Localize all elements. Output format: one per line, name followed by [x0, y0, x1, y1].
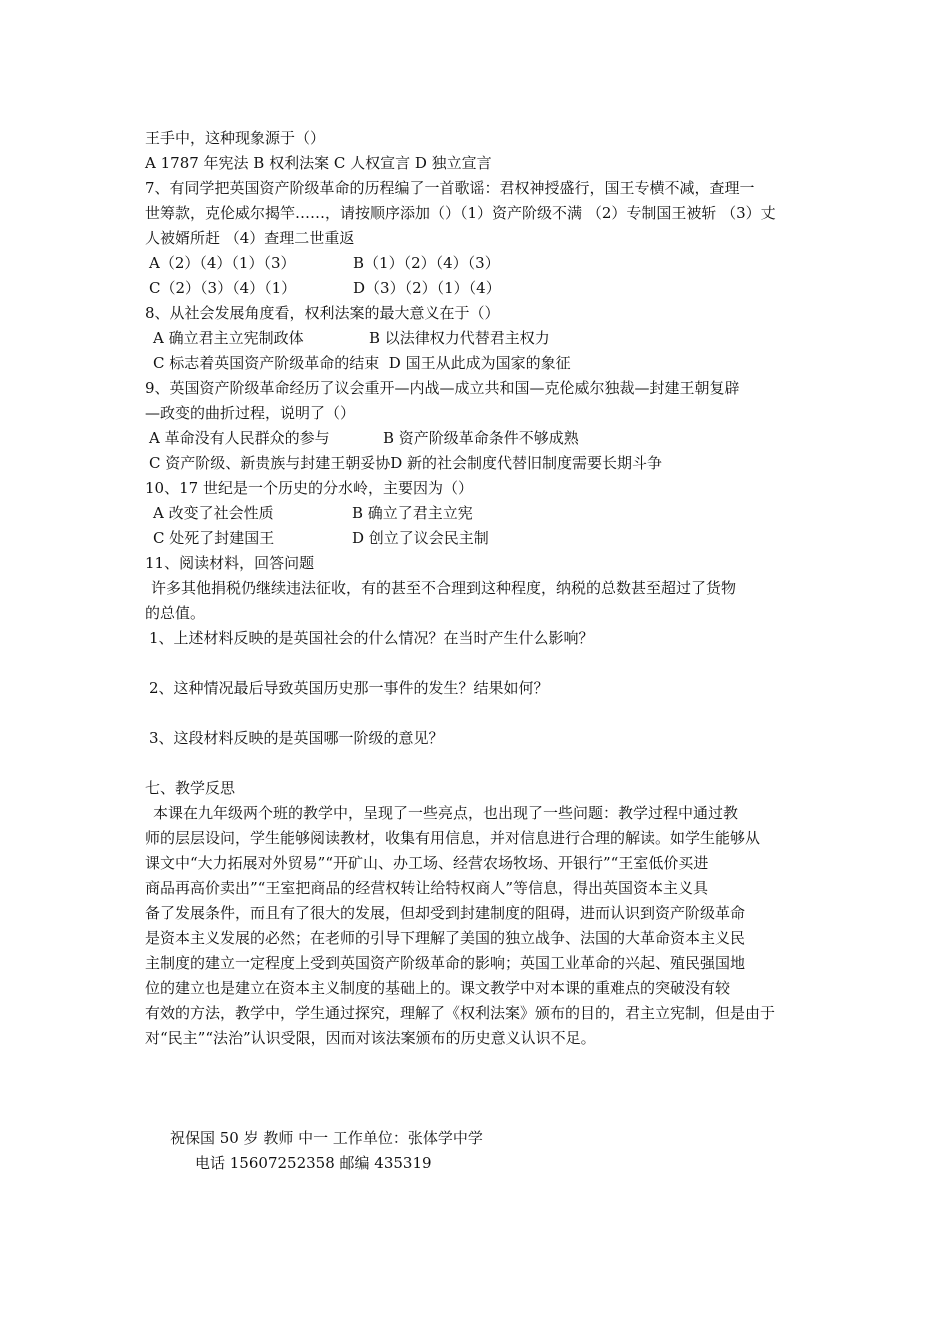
- q9-options-row1: [145, 426, 813, 451]
- document-body: [145, 126, 813, 1176]
- q11-stem: 11、阅读材料，回答问题: [145, 554, 315, 572]
- q7-option-c: C（2）（3）（4）（1）: [149, 279, 297, 297]
- q7-options-row1: [145, 251, 813, 276]
- q8-option-a: A 确立君主立宪制政体: [153, 329, 304, 347]
- q7-option-b: B（1）（2）（4）（3）: [353, 254, 500, 272]
- spacer: [145, 1076, 813, 1126]
- q9-stem-1: 9、英国资产阶级革命经历了议会重开—内战—成立共和国—克伦威尔独裁—封建王朝复辟: [145, 379, 740, 397]
- q8-stem: 8、从社会发展角度看，权利法案的最大意义在于（）: [145, 304, 500, 322]
- q6-options: A 1787 年宪法 B 权利法案 C 人权宣言 D 独立宣言: [145, 154, 492, 172]
- reflection-line: 师的层层设问，学生能够阅读教材，收集有用信息，并对信息进行合理的解读。如学生能够从: [145, 829, 761, 847]
- spacer: [145, 751, 813, 776]
- reflection-paragraph: [145, 801, 813, 1076]
- q11-sub1: 1、上述材料反映的是英国社会的什么情况？在当时产生什么影响？: [149, 629, 594, 647]
- reflection-line: 备了发展条件，而且有了很大的发展，但却受到封建制度的阻碍，进而认识到资产阶级革命: [145, 904, 746, 922]
- q8-options-row1: [145, 326, 813, 351]
- q9-option-b: B 资产阶级革命条件不够成熟: [383, 429, 579, 447]
- reflection-line: [145, 1051, 813, 1076]
- q9-options-row2: [145, 451, 813, 476]
- q9-stem-2: —政变的曲折过程，说明了（）: [145, 404, 356, 422]
- q8-options-row2: [145, 351, 813, 376]
- reflection-line: 对“民主”“法治”认识受限，因而对该法案颁布的历史意义认识不足。: [145, 1029, 596, 1047]
- q6-tail: 王手中，这种现象源于（）: [145, 129, 326, 147]
- q7-option-d: D（3）（2）（1）（4）: [353, 279, 501, 297]
- q11-material-1: 许多其他捐税仍继续违法征收，有的甚至不合理到这种程度，纳税的总数甚至超过了货物: [151, 579, 737, 597]
- section-heading: 七、教学反思: [145, 779, 236, 797]
- author-line: 祝保国 50 岁 教师 中一 工作单位：张体学中学: [170, 1129, 483, 1147]
- q7-option-a: A（2）（4）（1）（3）: [149, 254, 296, 272]
- reflection-line: 位的建立也是建立在资本主义制度的基础上的。课文教学中对本课的重难点的突破没有较: [145, 979, 731, 997]
- q10-option-b: B 确立了君主立宪: [352, 504, 473, 522]
- q7-stem-2: 世筹款，克伦威尔揭竿……，请按顺序添加（）（1）资产阶级不满 （2）专制国王被斩 （3）丈: [145, 204, 776, 222]
- q11-sub2: 2、这种情况最后导致英国历史那一事件的发生？结果如何？: [149, 679, 549, 697]
- reflection-line: 本课在九年级两个班的教学中，呈现了一些亮点，也出现了一些问题：教学过程中通过教: [153, 804, 739, 822]
- spacer: [145, 701, 813, 726]
- q10-option-a: A 改变了社会性质: [153, 504, 274, 522]
- reflection-line: 有效的方法，教学中，学生通过探究，理解了《权利法案》颁布的目的，君主立宪制，但是由于: [145, 1004, 776, 1022]
- q8-option-c: C 标志着英国资产阶级革命的结束: [153, 354, 380, 372]
- q9-option-a: A 革命没有人民群众的参与: [149, 429, 330, 447]
- q8-option-d: D 国王从此成为国家的象征: [388, 354, 571, 372]
- q9-option-c: C 资产阶级、新贵族与封建王朝妥协: [149, 454, 391, 472]
- q7-stem-3: 人被婿所赶 （4）查理二世重返: [145, 229, 355, 247]
- q10-options-row2: [145, 526, 813, 551]
- q8-option-b: B 以法律权力代替君主权力: [369, 329, 550, 347]
- reflection-line: 商品再高价卖出”“王室把商品的经营权转让给特权商人”等信息，得出英国资本主义具: [145, 879, 709, 897]
- q10-stem: 10、17 世纪是一个历史的分水岭，主要因为（）: [145, 479, 473, 497]
- reflection-line: 课文中“大力拓展对外贸易”“开矿山、办工场、经营农场牧场、开银行”“王室低价买进: [145, 854, 709, 872]
- q10-options-row1: [145, 501, 813, 526]
- reflection-line: 主制度的建立一定程度上受到英国资产阶级革命的影响；英国工业革命的兴起、殖民强国地: [145, 954, 746, 972]
- q11-sub3: 3、这段材料反映的是英国哪一阶级的意见？: [149, 729, 444, 747]
- q7-stem-1: 7、有同学把英国资产阶级革命的历程编了一首歌谣：君权神授盛行，国王专横不减，查理一: [145, 179, 755, 197]
- q10-option-c: C 处死了封建国王: [153, 529, 275, 547]
- q9-option-d: D 新的社会制度代替旧制度需要长期斗争: [390, 454, 663, 472]
- spacer: [145, 651, 813, 676]
- reflection-line: 是资本主义发展的必然；在老师的引导下理解了美国的独立战争、法国的大革命资本主义民: [145, 929, 746, 947]
- contact-line: 电话 15607252358 邮编 435319: [195, 1154, 432, 1172]
- q7-options-row2: [145, 276, 813, 301]
- q10-option-d: D 创立了议会民主制: [352, 529, 489, 547]
- q11-material-2: 的总值。: [145, 604, 206, 622]
